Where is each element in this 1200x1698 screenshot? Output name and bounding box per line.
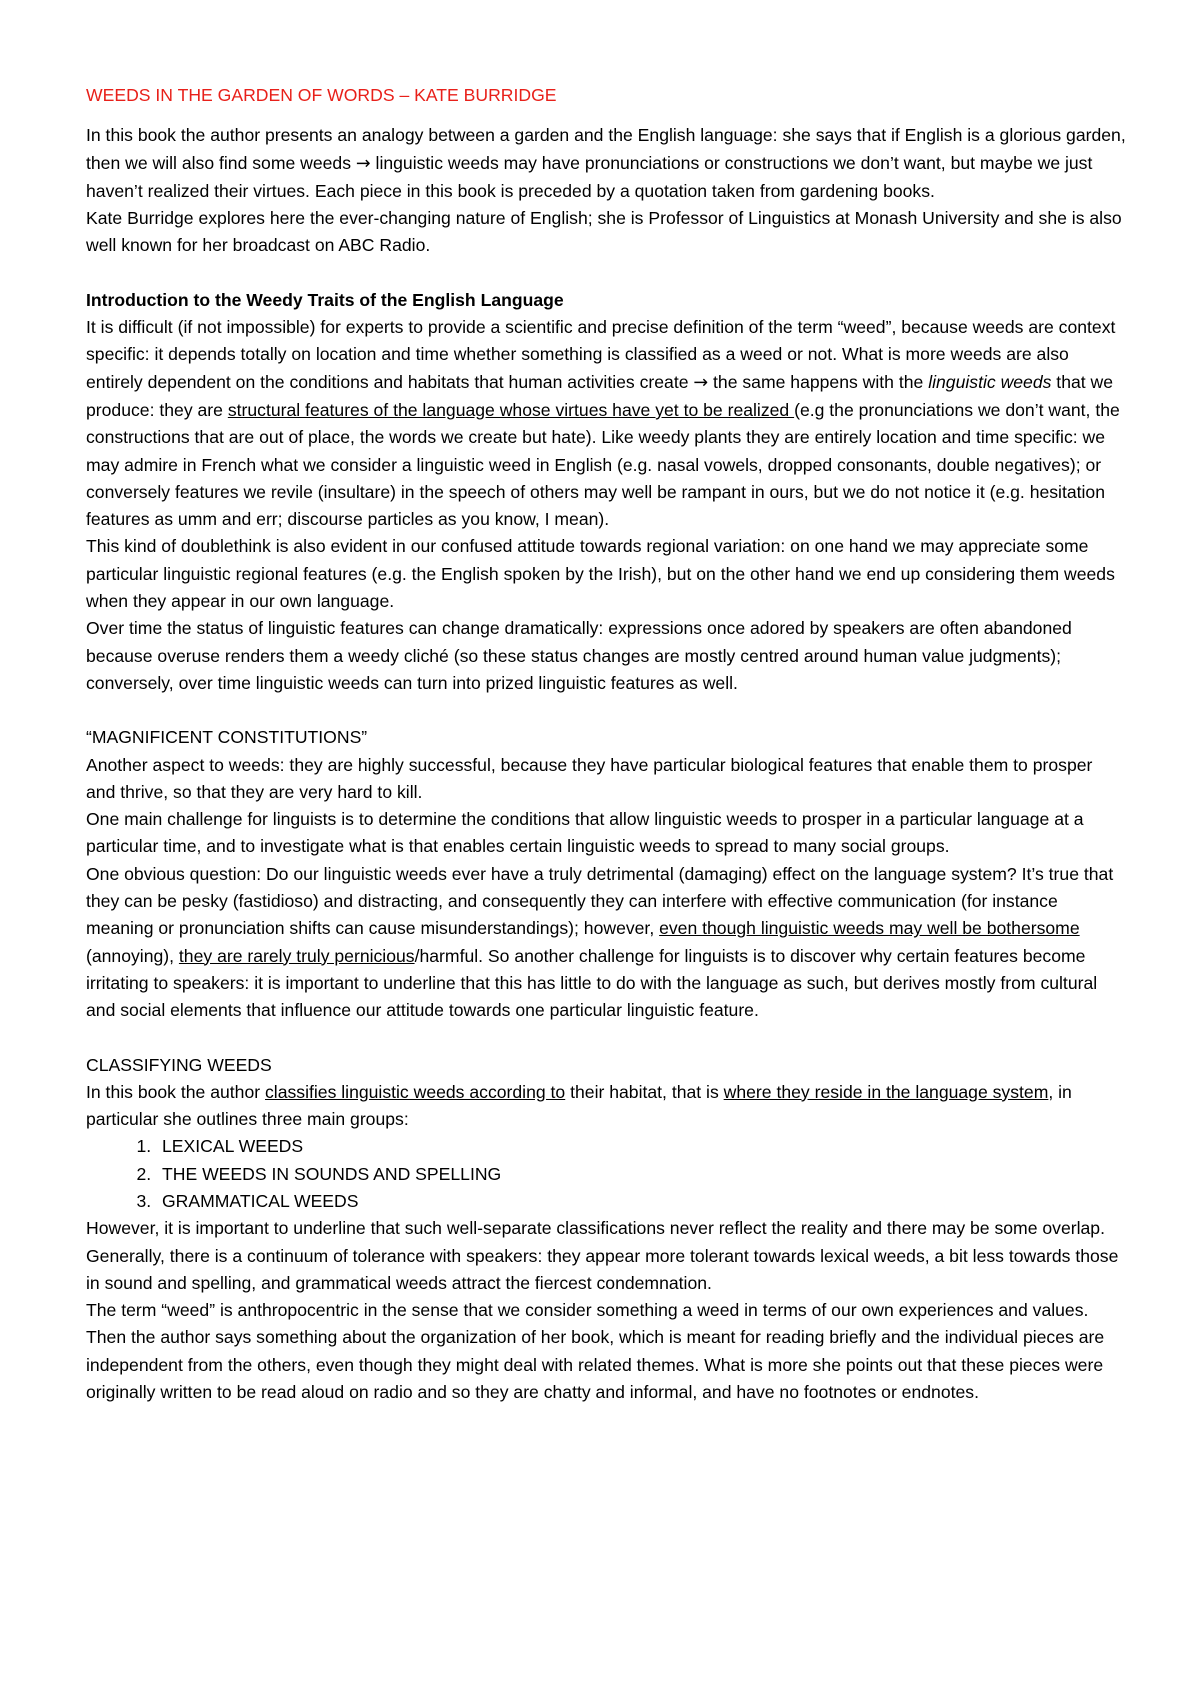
document-title: WEEDS IN THE GARDEN OF WORDS – KATE BURRIDGE [86,85,557,105]
constitutions-text-a: One obvious question: Do our linguistic weeds ever have a truly detrimental (damaging) effect on the language system? It’s true that they can be pesky (fastidioso) and distracting, and consequently they can interfere with effective communication (for instance meaning or pronunciation shifts can cause misunderstandings); however, [86,863,1114,939]
section-heading-constitutions: “MAGNIFICENT CONSTITUTIONS” [86,727,368,748]
section-heading-weedy-traits: Introduction to the Weedy Traits of the English Language [86,289,564,310]
right-arrow-icon: → [355,153,371,174]
list-item: 2. THE WEEDS IN SOUNDS AND SPELLING [156,1161,1126,1188]
intro-text-a: In this book the author presents an analogy between a garden and the English language: she says that if English is a glorious garden, then we will also find some weeds [86,125,1126,173]
classifying-text-a: In this book the author [86,1081,265,1102]
section-heading-classifying: CLASSIFYING WEEDS [86,1054,272,1075]
intro-paragraph-1 [86,122,1126,205]
classifying-underlined-1: classifies linguistic weeds according to [265,1081,566,1102]
weedy-text-d: (e.g the pronunciations we don’t want, the constructions that are out of place, the words we create but hate). Like weedy plants they are entirely location and time specific: we may admire in French what we consider a linguistic weed in English (e.g. nasal vowels, dropped consonants, double negatives); or conversely features we revile (insultare) in the speech of others may well be rampant in ours, but we do not notice it (e.g. hesitation features as umm and err; discourse particles as you know, I mean). [86,399,1120,530]
section-classifying [86,1052,1126,1407]
classifying-text-b: their habitat, that is [565,1081,724,1102]
section-constitutions [86,724,1126,1024]
constitutions-underlined-1: even though linguistic weeds may well be bothersome [659,918,1080,939]
right-arrow-icon: → [693,372,709,393]
weedy-text-a: It is difficult (if not impossible) for experts to provide a scientific and precise definition of the term “weed”, because weeds are context specific: it depends totally on location and time whether something is classified as a weed or not. What is more weeds are also entirely dependent on the conditions and habitats that human activities create [86,317,1116,392]
section-weedy-traits [86,287,1126,697]
classifying-paragraph-2: However, it is important to underline that such well-separate classifications never reflect the reality and there may be some overlap. [86,1218,1105,1239]
classifying-underlined-2: where they reside in the language system [723,1081,1049,1102]
classifying-paragraph-1 [86,1079,1126,1134]
weedy-italic-text: linguistic weeds [928,371,1052,392]
constitutions-paragraph-1: Another aspect to weeds: they are highly successful, because they have particular biological features that enable them to prosper and thrive, so that they are very hard to kill. [86,754,1093,802]
constitutions-underlined-2: they are rarely truly pernicious [178,945,415,966]
constitutions-text-b: (annoying), [86,945,179,966]
classifying-paragraph-3: Generally, there is a continuum of tolerance with speakers: they appear more tolerant towards lexical weeds, a bit less towards those in sound and spelling, and grammatical weeds attract the fiercest condemnation. [86,1245,1119,1293]
list-item: 3. GRAMMATICAL WEEDS [156,1188,1126,1215]
intro-text-b: linguistic weeds may have pronunciations or constructions we don’t want, but maybe we just haven’t realized their virtues. Each piece in this book is preceded by a quotation taken from gardening books. [86,152,1093,201]
weed-groups-list [86,1133,1126,1215]
constitutions-paragraph-3 [86,861,1126,1025]
weedy-traits-paragraph-1 [86,314,1126,533]
weedy-underlined-text: structural features of the language whose virtues have yet to be realized [227,399,795,420]
document-page [86,82,1126,1406]
constitutions-text-c: /harmful. So another challenge for linguists is to discover why certain features become irritating to speakers: it is important to underline that this has little to do with the language as such, but derives mostly from cultural and social elements that influence our attitude towards one particular linguistic feature. [86,945,1098,1021]
weedy-traits-paragraph-2: This kind of doublethink is also evident in our confused attitude towards regional variation: on one hand we may appreciate some particular linguistic regional features (e.g. the English spoken by the Irish), but on the other hand we end up considering them weeds when they appear in our own language. [86,536,1115,612]
weedy-text-b: the same happens with the [708,371,929,392]
classifying-text-c: , in particular she outlines three main groups: [86,1081,1072,1130]
list-item: 1. LEXICAL WEEDS [156,1133,1126,1160]
weedy-text-c: that we produce: they are [86,371,1114,420]
intro-paragraph-2: Kate Burridge explores here the ever-changing nature of English; she is Professor of Linguistics at Monash University and she is also well known for her broadcast on ABC Radio. [86,208,1122,256]
classifying-paragraph-5: Then the author says something about the organization of her book, which is meant for reading briefly and the individual pieces are independent from the others, even though they might deal with related themes. What is more she points out that these pieces were originally written to be read aloud on radio and so they are chatty and informal, and have no footnotes or endnotes. [86,1327,1105,1403]
constitutions-paragraph-2: One main challenge for linguists is to determine the conditions that allow linguistic weeds to prosper in a particular language at a particular time, and to investigate what is that enables certain linguistic weeds to spread to many social groups. [86,809,1084,857]
weedy-traits-paragraph-3: Over time the status of linguistic features can change dramatically: expressions once adored by speakers are often abandoned because overuse renders them a weedy cliché (so these status changes are mostly centred around human value judgments); conversely, over time linguistic weeds can turn into prized linguistic features as well. [86,618,1072,693]
classifying-paragraph-4: The term “weed” is anthropocentric in the sense that we consider something a weed in terms of our own experiences and values. [86,1300,1089,1321]
